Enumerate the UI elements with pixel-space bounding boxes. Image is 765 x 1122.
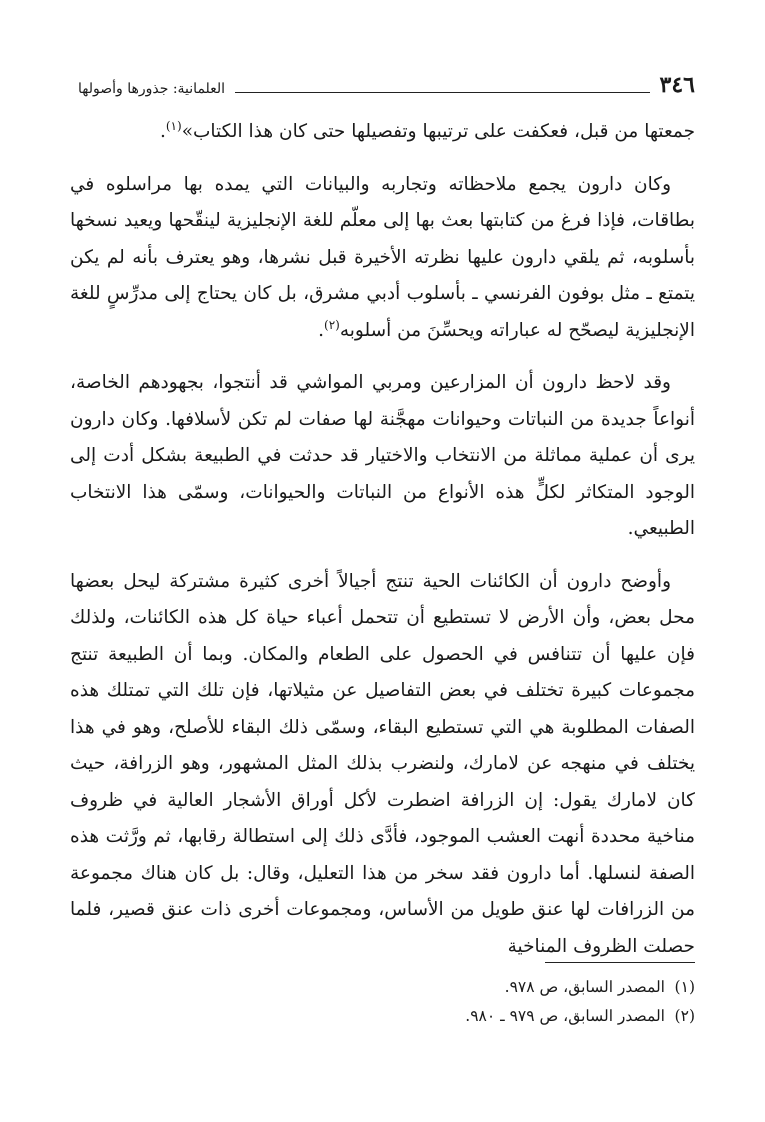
footnote-rule <box>545 962 695 963</box>
footnote <box>70 973 695 1002</box>
book-page <box>70 70 695 965</box>
footnote <box>70 1002 695 1031</box>
footnote-ref: (١) <box>165 118 182 133</box>
footnote-text: المصدر السابق، ص ٩٧٨. <box>504 978 665 996</box>
footnote-ref: (٢) <box>324 317 340 332</box>
paragraph-end: . <box>159 121 166 142</box>
footnote-number: (١) <box>674 978 695 996</box>
header-rule <box>235 92 649 93</box>
page-number: ٣٤٦ <box>659 72 695 98</box>
paragraph-text: جمعتها من قبل، فعكفت على ترتيبها وتفصيلها حتى كان هذا الكتاب» <box>181 121 695 142</box>
paragraph-continuation <box>70 114 695 151</box>
running-head <box>70 82 660 96</box>
running-title: العلمانية: جذورها وأصولها <box>78 81 226 97</box>
paragraph-text: وكان دارون يجمع ملاحظاته وتجاربه والبيانات التي يمده بها مراسلوه في بطاقات، فإذا فرغ من كتابتها بعث بها إلى معلّم للغة الإنجليزية لينقّحها ويعيد نسخها بأسلوبه، ثم يلقي دارون عليها نظرته الأخيرة قبل نشرها، وهو يعترف بأنه لم يكن يتمتع ـ مثل بوفون الفرنسي ـ بأسلوب أدبي مشرق، بل كان يحتاج إلى مدرِّسٍ للغة الإنجليزية ليصحّح له عباراته ويحسِّنَ من أسلوبه <box>70 173 695 341</box>
footnote-text: المصدر السابق، ص ٩٧٩ ـ ٩٨٠. <box>465 1007 665 1025</box>
paragraph: وأوضح دارون أن الكائنات الحية تنتج أجيالاً أخرى كثيرة مشتركة ليحل بعضها محل بعض، وأن الأرض لا تستطيع أن تتحمل أعباء حياة كل هذه الكائنات، ولذلك فإن عليها أن تتنافس في الحصول على الطعام والمكان. وبما أن الطبيعة تنتج مجموعات كبيرة تختلف في بعض التفاصيل عن مثيلاتها، فإن تلك التي تمتلك هذه الصفات المطلوبة هي التي تستطيع البقاء، وسمّى ذلك البقاء للأصلح، وهو في هذا يختلف في منهجه عن لامارك، ولنضرب بذلك المثل المشهور، وهو الزرافة، حيث كان لامارك يقول: إن الزرافة اضطرت لأكل أوراق الأشجار العالية في ظروف مناخية محددة أنهت العشب الموجود، فأدَّى ذلك إلى استطالة رقابها، ثم ورَّثت هذه الصفة لنسلها. أما دارون فقد سخر من هذا التعليل، وقال: بل كان هناك مجموعة من الزرافات لها عنق طويل من الأساس، ومجموعات أخرى ذات عنق قصير، فلما حصلت الظروف المناخية <box>70 570 695 957</box>
footnotes <box>70 962 695 1031</box>
page-header <box>70 70 695 96</box>
paragraph <box>70 167 695 350</box>
footnote-number: (٢) <box>674 1007 695 1025</box>
paragraph: وقد لاحظ دارون أن المزارعين ومربي المواشي قد أنتجوا، بجهودهم الخاصة، أنواعاً جديدة من النباتات وحيوانات مهجَّنة لها صفات لم تكن لأسلافها. وكان دارون يرى أن عملية مماثلة من الانتخاب والاختيار قد حدثت في الطبيعة بشكل أدت إلى الوجود المتكاثر لكلٍّ هذه الأنواع من النباتات والحيوانات، وسمّى هذا الانتخاب الطبيعي. <box>70 372 695 539</box>
paragraph-end: . <box>318 319 325 341</box>
